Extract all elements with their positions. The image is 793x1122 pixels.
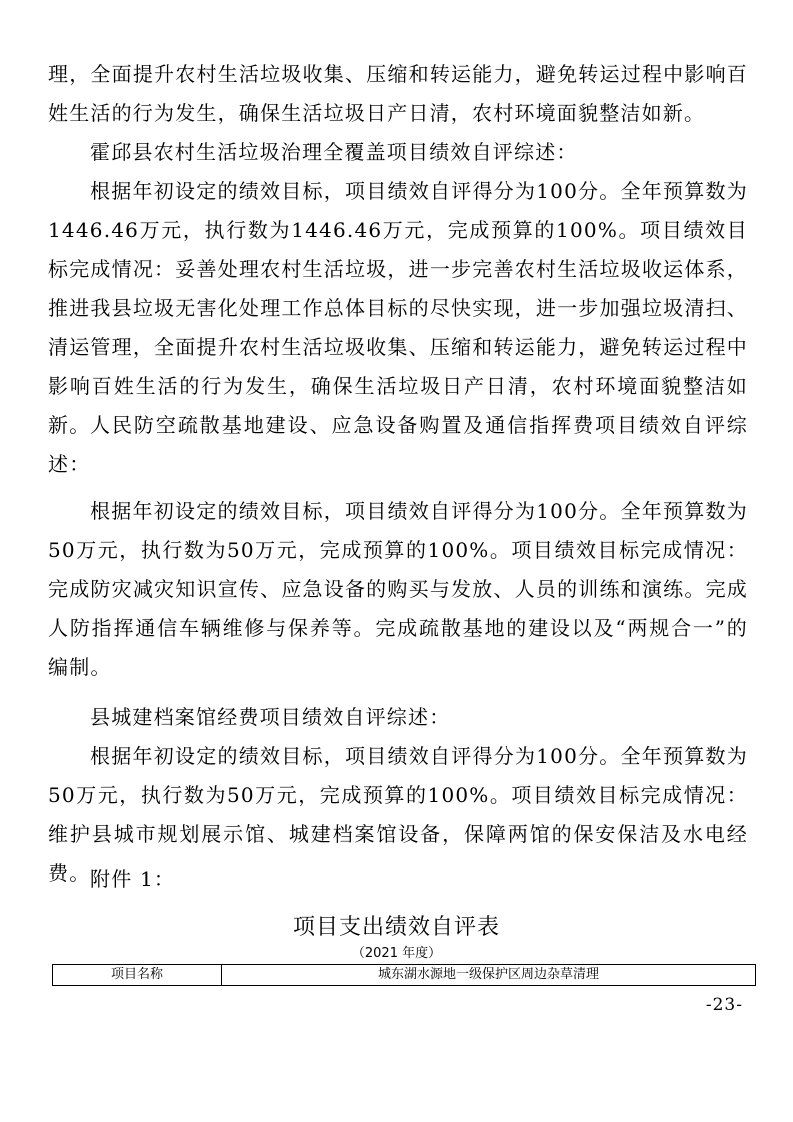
table-cell-label: 项目名称 (53, 965, 222, 985)
section-heading-civil-defense: 人民防空疏散基地建设、应急设备购置及通信指挥费项目绩效自评综述： (48, 413, 748, 476)
page-number: -23- (705, 995, 743, 1015)
paragraph-continuation: 理，全面提升农村生活垃圾收集、压缩和转运能力，避免转运过程中影响百姓生活的行为发生，确保生活垃圾日产日清，农村环境面貌整洁如新。 (48, 62, 748, 125)
table-year: （2021 年度） (351, 946, 442, 961)
table-title: 项目支出绩效自评表 (292, 915, 500, 940)
paragraph-civil-defense: 根据年初设定的绩效目标，项目绩效自评得分为100分。全年预算数为50万元，执行数为50万元，完成预算的100%。项目绩效目标完成情况：完成防灾减灾知识宣传、应急设备的购买与发放、人员的训练和演练。完成人防指挥通信车辆维修与保养等。完成疏散基地的建设以及“两规合一”的编制。 (48, 499, 748, 679)
paragraph-garbage-project: 根据年初设定的绩效目标，项目绩效自评得分为100分。全年预算数为1446.46万元，执行数为1446.46万元，完成预算的100%。项目绩效目标完成情况：妥善处理农村生活垃圾，进一步完善农村生活垃圾收运体系，推进我县垃圾无害化处理工作总体目标的尽快实现，进一步加强垃圾清扫、清运管理，全面提升农村生活垃圾收集、压缩和转运能力，避免转运过程中影响百姓生活的行为发生，确保生活垃圾日产日清，农村环境面貌整洁如新。 (48, 179, 748, 437)
section-heading-archives: 县城建档案馆经费项目绩效自评综述： (90, 705, 451, 729)
section-heading-garbage-project: 霍邱县农村生活垃圾治理全覆盖项目绩效自评综述： (90, 140, 578, 164)
evaluation-table (52, 964, 756, 986)
table-cell-value: 城东湖水源地一级保护区周边杂草清理 (377, 967, 599, 982)
paragraph-archives: 根据年初设定的绩效目标，项目绩效自评得分为100分。全年预算数为50万元，执行数为50万元，完成预算的100%。项目绩效目标完成情况：维护县城市规划展示馆、城建档案馆设备，保障两馆的保安保洁及水电经费。 (48, 744, 748, 885)
attachment-label: 附件 1： (90, 867, 176, 891)
